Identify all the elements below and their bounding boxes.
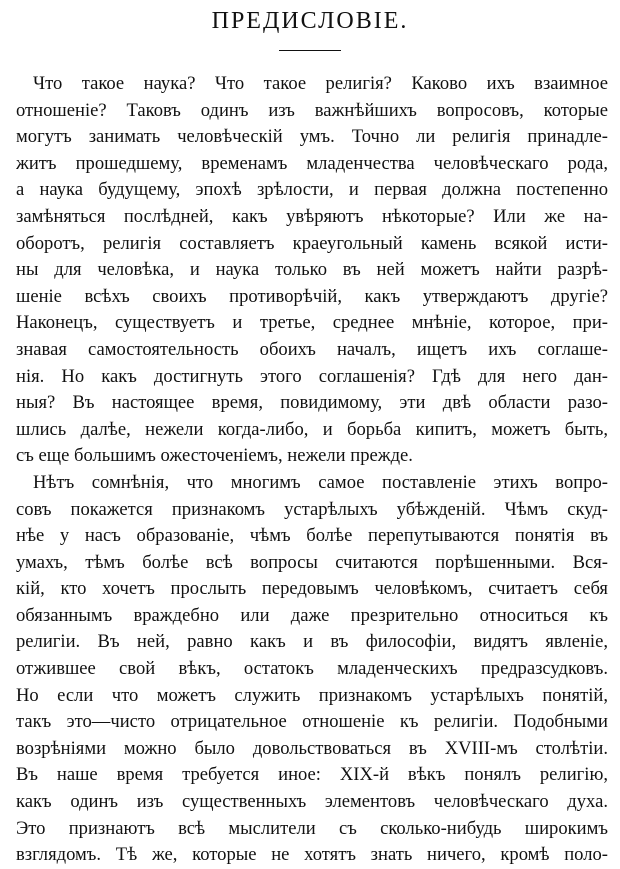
text-line: ныя? Въ настоящее время, повидимому, эти двѣ области разо- (16, 392, 608, 414)
text-line: оборотъ, религія составляетъ краеугольный камень всякой исти- (16, 232, 608, 254)
text-line: умахъ, тѣмъ болѣе всѣ вопросы считаются порѣшенными. Вся- (16, 551, 608, 573)
text-line: нія. Но какъ достигнуть этого соглашенія? Гдѣ для него дан- (16, 365, 608, 387)
text-line: Но если что можетъ служить признакомъ устарѣлыхъ понятій, (16, 684, 608, 706)
text-line: Наконецъ, существуетъ и третье, среднее мнѣніе, которое, при- (16, 312, 608, 334)
text-line: обязаннымъ враждебно или даже презрительно относиться къ (16, 604, 608, 626)
text-line: нѣе у насъ образованіе, чѣмъ болѣе перепутываются понятія въ (16, 525, 608, 547)
text-line: Въ наше время требуется иное: XIX-й вѣкъ понялъ религію, (16, 764, 608, 786)
paragraph-2 (16, 470, 608, 869)
text-line: кій, кто хочетъ прослыть передовымъ человѣкомъ, считаетъ себя (16, 578, 608, 600)
text-line: совъ покажется признакомъ устарѣлыхъ убѣжденій. Чѣмъ скуд- (16, 498, 608, 520)
title-rule (279, 50, 341, 51)
text-line: знавая самостоятельность обоихъ началъ, ищетъ ихъ соглаше- (16, 338, 608, 360)
text-line: религіи. Въ ней, равно какъ и въ философіи, видятъ явленіе, (16, 631, 608, 653)
text-line: возрѣніями можно было довольствоваться въ XVIII-мъ столѣтіи. (16, 737, 608, 759)
paragraph-1 (16, 71, 608, 470)
text-line: ны для человѣка, и наука только въ ней можетъ найти разрѣ- (16, 259, 608, 281)
text-line: замѣняться послѣдней, какъ увѣряютъ нѣкоторые? Или же на- (16, 205, 608, 227)
text-line: шлись далѣе, нежели когда-либо, и борьба кипитъ, можетъ быть, (16, 418, 608, 440)
text-line: взглядомъ. Тѣ же, которые не хотятъ знать ничего, кромѣ поло- (16, 844, 608, 866)
text-line: Что такое наука? Что такое религія? Каково ихъ взаимное (33, 73, 608, 94)
text-line: какъ одинъ изъ существенныхъ элементовъ человѣческаго духа. (16, 791, 608, 813)
text-line: шеніе всѣхъ своихъ противорѣчій, какъ утверждаютъ другіе? (16, 285, 608, 307)
text-line: могутъ занимать человѣческій умъ. Точно ли религія принадле- (16, 126, 608, 148)
text-line: съ еще большимъ ожесточеніемъ, нежели прежде. (16, 445, 413, 467)
text-line: житъ прошедшему, временамъ младенчества человѣческаго рода, (16, 152, 608, 174)
text-line: отжившее свой вѣкъ, остатокъ младенческихъ предразсудковъ. (16, 658, 608, 680)
page-title: ПРЕДИСЛОВІЕ. (211, 8, 409, 34)
text-line: отношеніе? Таковъ одинъ изъ важнѣйшихъ вопросовъ, которые (16, 99, 608, 121)
text-line: такъ это—чисто отрицательное отношеніе къ религіи. Подобными (16, 711, 608, 733)
text-line: Это признаютъ всѣ мыслители съ сколько-нибудь широкимъ (16, 817, 608, 839)
text-line: а наука будущему, эпохѣ зрѣлости, и первая должна постепенно (16, 179, 608, 201)
text-line: Нѣтъ сомнѣнія, что многимъ самое поставленіе этихъ вопро- (33, 471, 608, 493)
text-body (16, 71, 608, 869)
